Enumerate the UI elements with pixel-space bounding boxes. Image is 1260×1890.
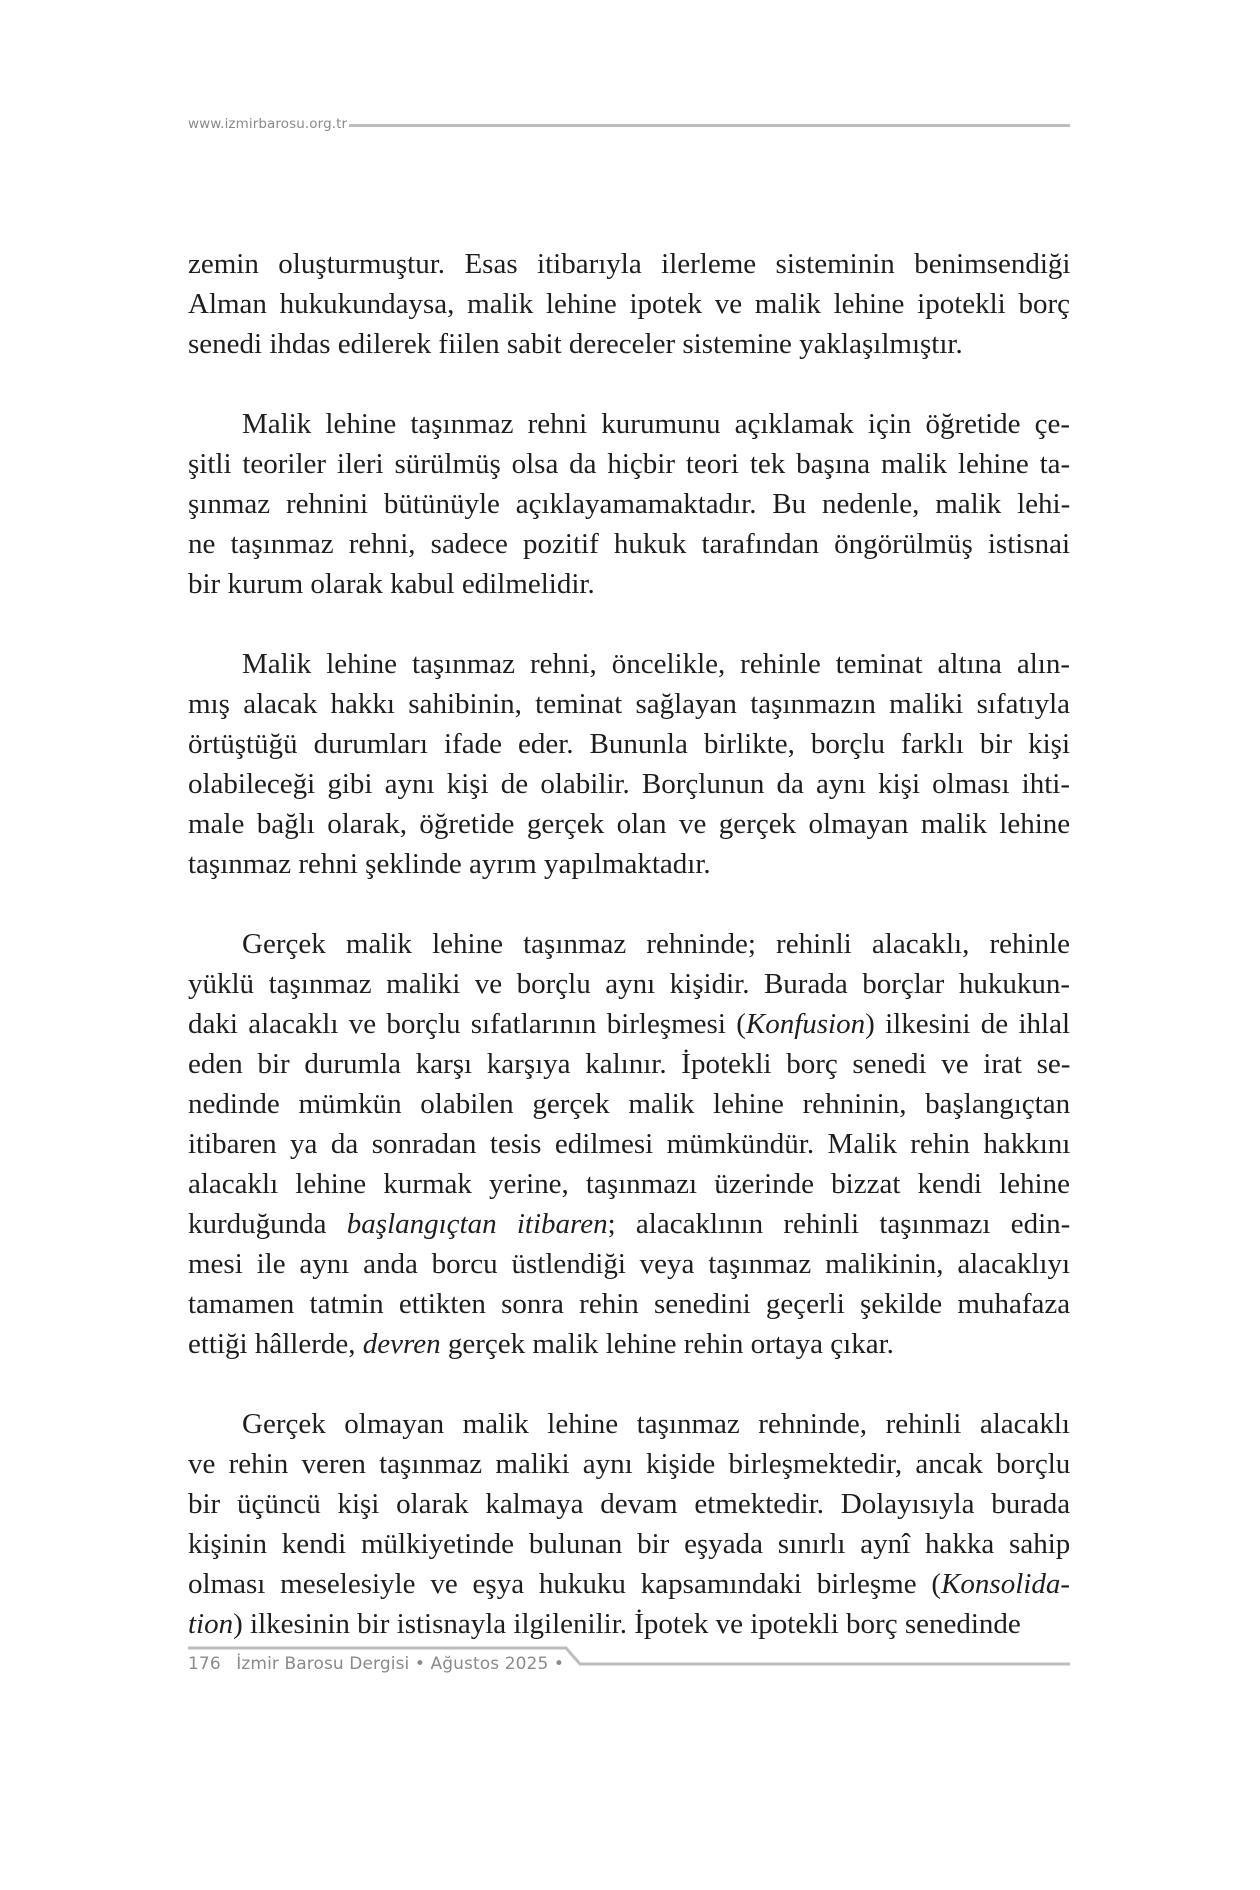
text-line <box>188 1484 1070 1524</box>
text-run: nedinde mümkün olabilen gerçek malik lehine rehninin, başlangıçtan <box>188 1088 1071 1120</box>
paragraph-gap <box>188 604 1070 644</box>
text-run: zemin oluşturmuştur. Esas itibarıyla ilerleme sisteminin benimsendiği <box>188 248 1071 280</box>
text-run: Malik lehine taşınmaz rehni kurumunu açıklamak için öğretide çe- <box>242 408 1071 440</box>
text-line <box>188 1604 1070 1644</box>
text-line <box>188 1204 1070 1244</box>
text-line <box>188 1324 1070 1364</box>
text-run: şitli teoriler ileri sürülmüş olsa da hiçbir teori tek başına malik lehine ta- <box>188 448 1071 480</box>
text-line <box>188 1524 1070 1564</box>
text-run: olabileceği gibi aynı kişi de olabilir. Borçlunun da aynı kişi olması ihti- <box>188 768 1070 800</box>
journal-name: İzmir Barosu Dergisi <box>236 1654 410 1674</box>
italic-term: Konfusion <box>745 1008 866 1040</box>
text-line <box>188 1444 1070 1484</box>
text-run: alacaklı lehine kurmak yerine, taşınmazı üzerinde bizzat kendi lehine <box>188 1168 1070 1200</box>
footer-trailing-bullet: • <box>553 1654 565 1674</box>
text-line <box>188 284 1070 324</box>
text-run: ne taşınmaz rehni, sadece pozitif hukuk tarafından öngörülmüş istisnai <box>188 528 1071 560</box>
text-run: Malik lehine taşınmaz rehni, öncelikle, rehinle teminat altına alın- <box>242 648 1070 680</box>
text-run: Gerçek malik lehine taşınmaz rehninde; rehinli alacaklı, rehinle <box>242 928 1070 960</box>
text-line <box>188 1124 1070 1164</box>
paragraph-gap <box>188 1364 1070 1404</box>
header-rule <box>349 124 1070 127</box>
page-number: 176 <box>188 1654 221 1674</box>
text-run: gerçek malik lehine rehin ortaya çıkar. <box>440 1328 894 1360</box>
text-line <box>188 1244 1070 1284</box>
text-line <box>188 1564 1070 1604</box>
text-run: ) ilkesinin bir istisnayla ilgilenilir. İpotek ve ipotekli borç senedinde <box>233 1608 1021 1640</box>
italic-term: tion <box>188 1608 234 1640</box>
text-line <box>188 1004 1070 1044</box>
text-line <box>188 1044 1070 1084</box>
text-line <box>188 644 1070 684</box>
header-url: www.izmirbarosu.org.tr <box>188 116 348 132</box>
page-header <box>188 112 1070 136</box>
text-run: daki alacaklı ve borçlu sıfatlarının birleşmesi ( <box>188 1008 746 1040</box>
paragraph <box>188 924 1070 1364</box>
issue-date: Ağustos 2025 <box>430 1654 549 1674</box>
text-line <box>188 724 1070 764</box>
text-line <box>188 924 1070 964</box>
paragraph-gap <box>188 364 1070 404</box>
text-run: olması meselesiyle ve eşya hukuku kapsamındaki birleşme ( <box>188 1568 942 1600</box>
footer-separator: • <box>414 1654 426 1674</box>
text-line <box>188 684 1070 724</box>
text-line <box>188 324 1070 364</box>
page-footer <box>188 1640 1070 1690</box>
text-run: ettiği hâllerde, <box>188 1328 363 1360</box>
text-run: bir kurum olarak kabul edilmelidir. <box>188 568 595 600</box>
text-run: tamamen tatmin ettikten sonra rehin senedini geçerli şekilde muhafaza <box>188 1288 1071 1320</box>
text-run: Gerçek olmayan malik lehine taşınmaz rehninde, rehinli alacaklı <box>242 1408 1070 1440</box>
article-body <box>188 244 1070 1644</box>
paragraph <box>188 244 1070 364</box>
footer-text <box>188 1654 564 1674</box>
text-run: bir üçüncü kişi olarak kalmaya devam etmektedir. Dolayısıyla burada <box>188 1488 1071 1520</box>
text-run: Alman hukukundaysa, malik lehine ipotek ve malik lehine ipotekli borç <box>188 288 1070 320</box>
text-run: kişinin kendi mülkiyetinde bulunan bir eşyada sınırlı aynî hakka sahip <box>188 1528 1071 1560</box>
italic-term: başlangıçtan itibaren <box>346 1208 608 1240</box>
text-run: taşınmaz rehni şeklinde ayrım yapılmaktadır. <box>188 848 711 880</box>
text-run: kurduğunda <box>188 1208 347 1240</box>
paragraph <box>188 1404 1070 1644</box>
text-run: örtüştüğü durumları ifade eder. Bununla birlikte, borçlu farklı bir kişi <box>188 728 1070 760</box>
text-run: mesi ile aynı anda borcu üstlendiği veya taşınmaz malikinin, alacaklıyı <box>188 1248 1071 1280</box>
text-line <box>188 564 1070 604</box>
text-line <box>188 404 1070 444</box>
text-line <box>188 524 1070 564</box>
text-run: şınmaz rehnini bütünüyle açıklayamamaktadır. Bu nedenle, malik lehi- <box>188 488 1071 520</box>
text-line <box>188 804 1070 844</box>
text-line <box>188 484 1070 524</box>
text-line <box>188 1404 1070 1444</box>
text-line <box>188 1284 1070 1324</box>
italic-term: devren <box>362 1328 441 1360</box>
text-run: ) ilkesini de ihlal <box>865 1008 1070 1040</box>
text-run: itibaren ya da sonradan tesis edilmesi mümkündür. Malik rehin hakkını <box>188 1128 1071 1160</box>
text-line <box>188 764 1070 804</box>
text-run: ; alacaklının rehinli taşınmazı edin- <box>607 1208 1071 1240</box>
italic-term: Konsolida- <box>941 1568 1070 1600</box>
text-line <box>188 244 1070 284</box>
text-line <box>188 1084 1070 1124</box>
text-run: senedi ihdas edilerek fiilen sabit dereceler sistemine yaklaşılmıştır. <box>188 328 963 360</box>
paragraph <box>188 404 1070 604</box>
paragraph-gap <box>188 884 1070 924</box>
text-run: male bağlı olarak, öğretide gerçek olan ve gerçek olmayan malik lehine <box>188 808 1071 840</box>
text-line <box>188 1164 1070 1204</box>
text-run: eden bir durumla karşı karşıya kalınır. İpotekli borç senedi ve irat se- <box>188 1048 1071 1080</box>
text-run: mış alacak hakkı sahibinin, teminat sağlayan taşınmazın maliki sıfatıyla <box>188 688 1070 720</box>
text-run: yüklü taşınmaz maliki ve borçlu aynı kişidir. Burada borçlar hukukun- <box>188 968 1070 1000</box>
text-line <box>188 844 1070 884</box>
text-run: ve rehin veren taşınmaz maliki aynı kişide birleşmektedir, ancak borçlu <box>188 1448 1071 1480</box>
paragraph <box>188 644 1070 884</box>
text-line <box>188 964 1070 1004</box>
text-line <box>188 444 1070 484</box>
